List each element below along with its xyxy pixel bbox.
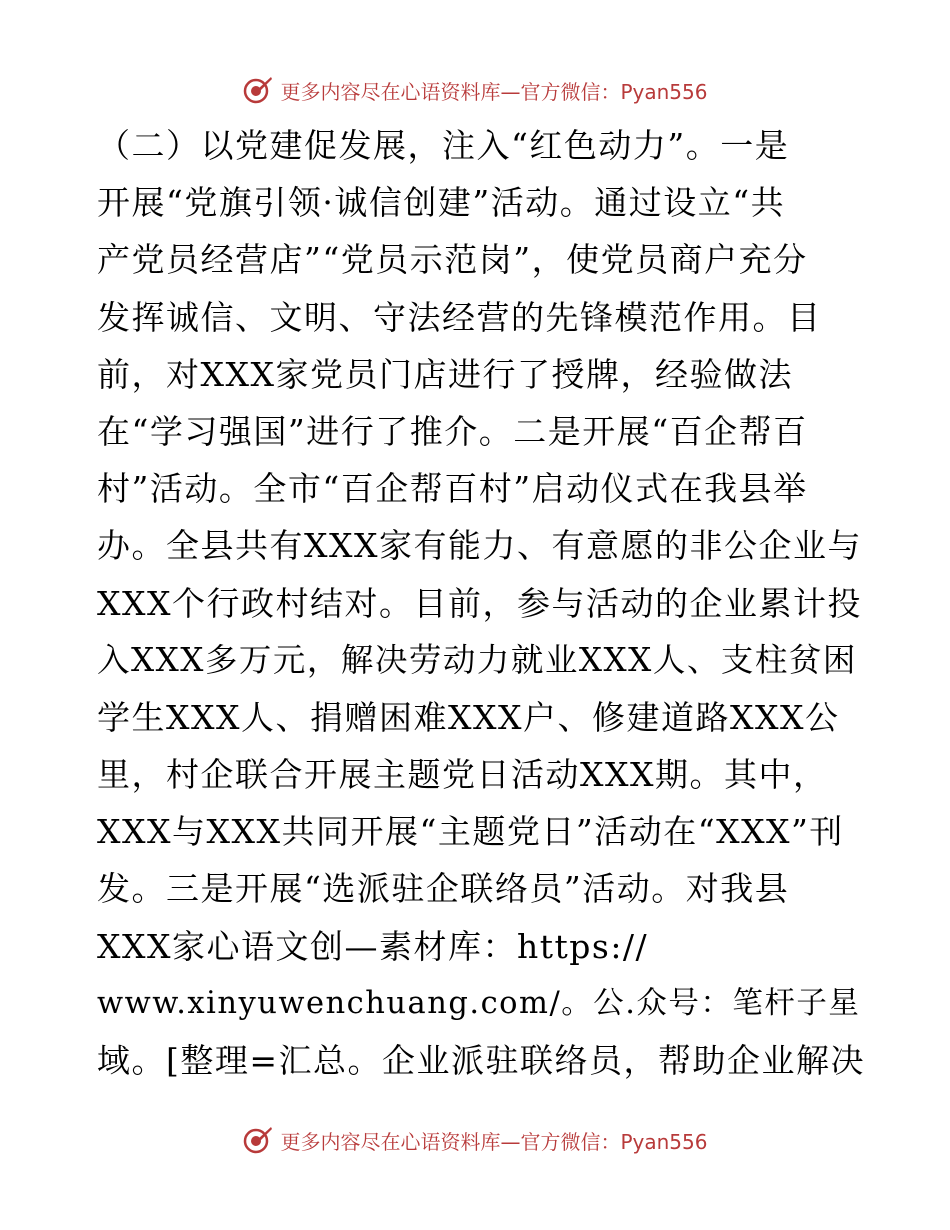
body-line-5: 前，对XXX家党员门店进行了授牌，经验做法: [97, 354, 793, 394]
quill-seal-icon: [242, 74, 274, 106]
body-line-7: 村”活动。全市“百企帮百村”启动仪式在我县举: [97, 469, 808, 509]
body-line-17: 域。[整理=汇总。企业派驻联络员，帮助企业解决: [97, 1041, 866, 1080]
body-line-15: XXX家心语文创—素材库：https://: [97, 926, 649, 966]
body-line-3: 产党员经营店”“党员示范岗”，使党员商户充分: [97, 240, 808, 280]
footer-watermark-text: 更多内容尽在心语资料库—官方微信：Pyan556: [280, 1129, 708, 1154]
body-line-6: 在“学习强国”进行了推介。二是开展“百企帮百: [97, 411, 808, 451]
body-line-11: 学生XXX人、捐赠困难XXX户、修建道路XXX公: [97, 697, 840, 737]
body-line-14: 发。三是开展“选派驻企联络员”活动。对我县: [97, 869, 790, 909]
body-line-4: 发挥诚信、文明、守法经营的先锋模范作用。目: [97, 297, 822, 337]
body-line-8: 办。全县共有XXX家有能力、有意愿的非公企业与: [97, 526, 862, 566]
body-line-16: www.xinyuwenchuang.com/。公.众号：笔杆子星: [97, 985, 861, 1021]
quill-seal-icon: [242, 1124, 274, 1156]
body-line-10: 入XXX多万元，解决劳动力就业XXX人、支柱贫困: [97, 640, 857, 679]
header-watermark: [0, 70, 950, 110]
body-line-1: （二）以党建促发展，注入“红色动力”。一是: [97, 126, 790, 165]
body-line-12: 里，村企联合开展主题党日活动XXX期。其中，: [97, 755, 828, 795]
footer-watermark: [0, 1120, 950, 1160]
body-line-13: XXX与XXX共同开展“主题党日”活动在“XXX”刊: [97, 812, 844, 852]
body-line-9: XXX个行政村结对。目前，参与活动的企业累计投: [97, 583, 862, 623]
body-line-2: 开展“党旗引领·诚信创建”活动。通过设立“共: [97, 183, 786, 223]
document-body: [97, 117, 867, 1089]
header-watermark-text: 更多内容尽在心语资料库—官方微信：Pyan556: [280, 79, 708, 104]
